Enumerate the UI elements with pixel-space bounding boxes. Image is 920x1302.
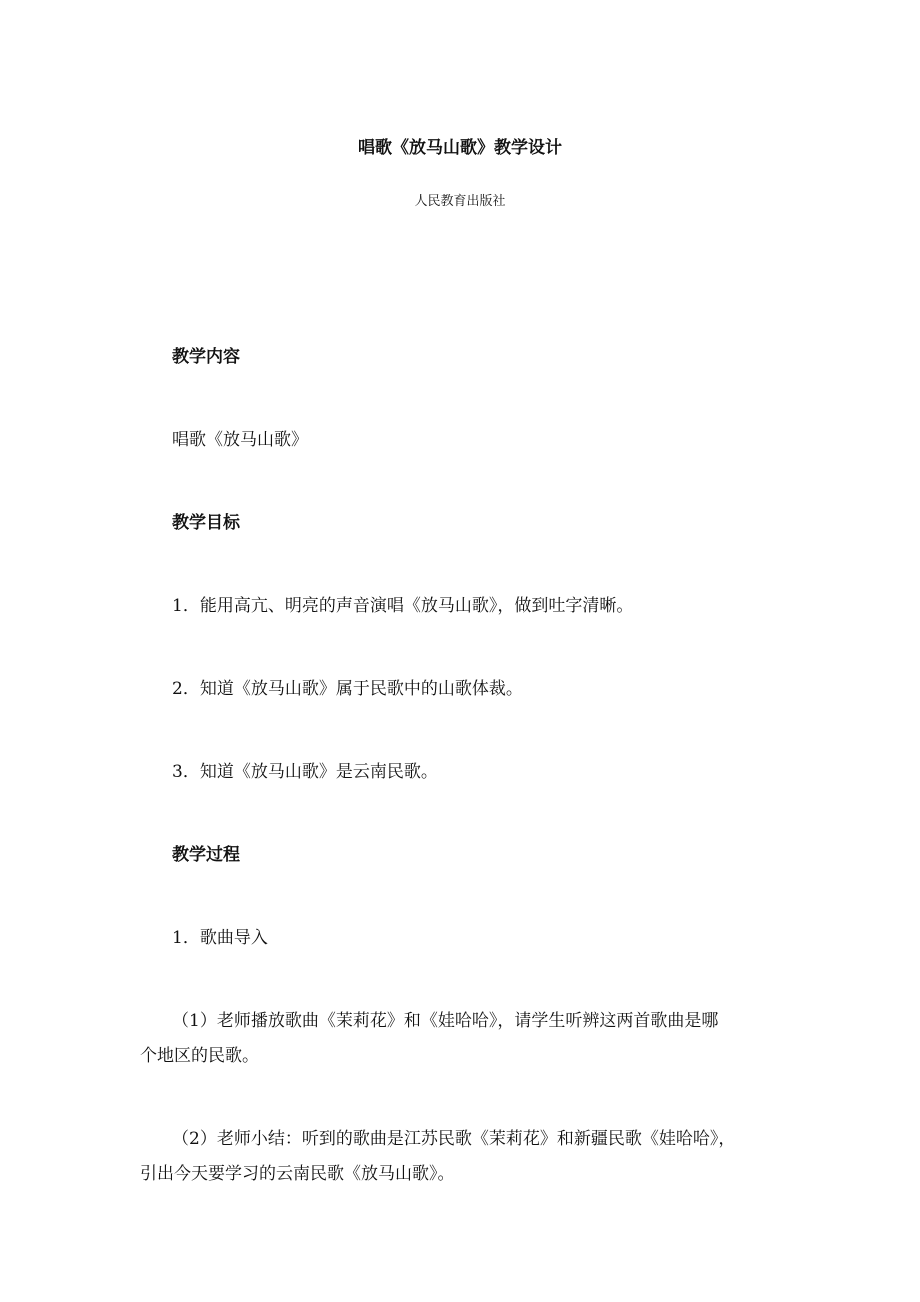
document-title: 唱歌《放马山歌》教学设计 <box>358 138 562 158</box>
paragraph-line: （2）老师小结：听到的歌曲是江苏民歌《茉莉花》和新疆民歌《娃哈哈》， <box>172 1129 736 1149</box>
paragraph-line: 个地区的民歌。 <box>140 1046 259 1066</box>
goal-item: 2．知道《放马山歌》属于民歌中的山歌体裁。 <box>172 679 523 699</box>
paragraph-line: （1）老师播放歌曲《茉莉花》和《娃哈哈》，请学生听辨这两首歌曲是哪 <box>172 1011 719 1031</box>
section-heading-content: 教学内容 <box>172 347 240 367</box>
section-heading-process: 教学过程 <box>172 845 240 865</box>
paragraph-line: 引出今天要学习的云南民歌《放马山歌》。 <box>140 1164 455 1184</box>
goal-item: 1．能用高亢、明亮的声音演唱《放马山歌》，做到吐字清晰。 <box>172 596 634 616</box>
goal-item: 3．知道《放马山歌》是云南民歌。 <box>172 762 438 782</box>
section-heading-goals: 教学目标 <box>172 513 240 533</box>
process-step: 1．歌曲导入 <box>172 928 268 948</box>
publisher: 人民教育出版社 <box>414 194 506 209</box>
content-text: 唱歌《放马山歌》 <box>172 430 308 450</box>
